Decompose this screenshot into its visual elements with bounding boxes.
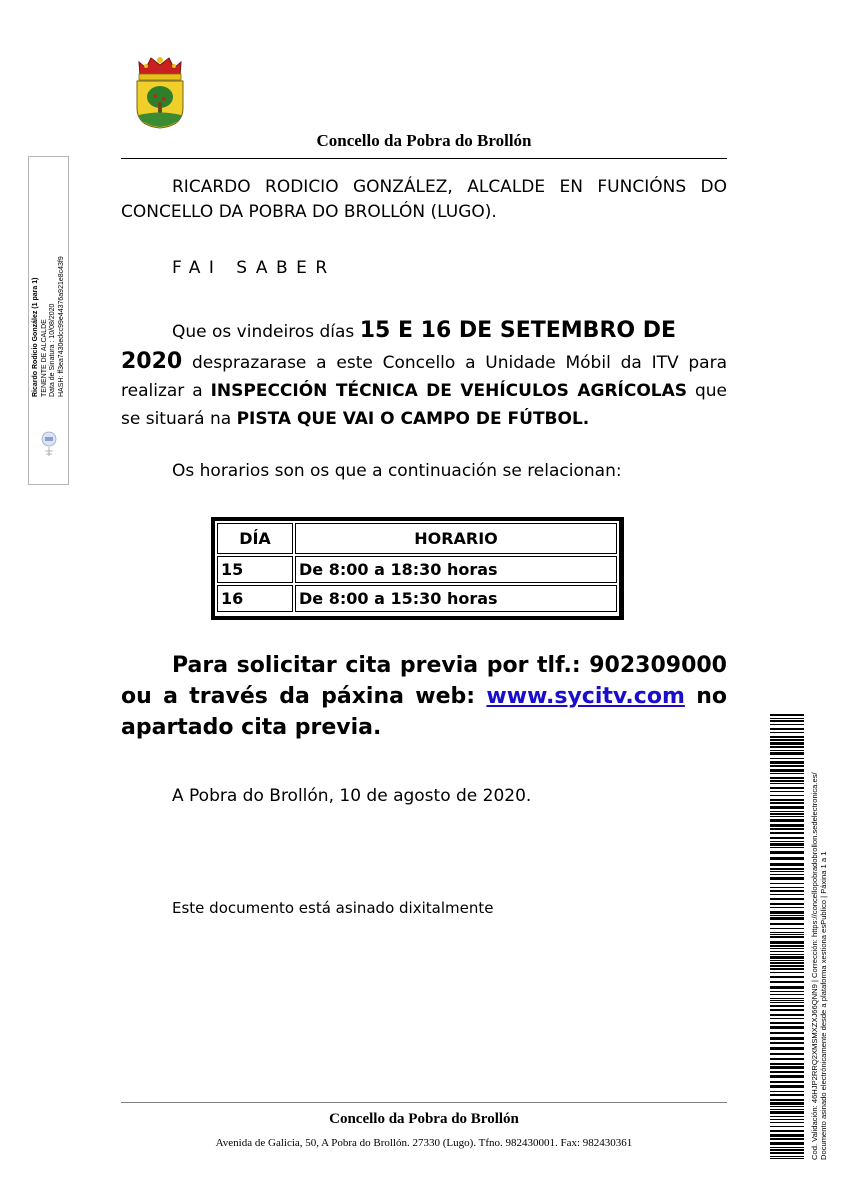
barcode-bar xyxy=(770,1102,804,1105)
barcode-bar xyxy=(770,911,804,914)
table-row xyxy=(217,556,617,583)
schedule-day-cell: 15 xyxy=(217,556,293,583)
barcode-bar xyxy=(770,1014,804,1016)
barcode-bar xyxy=(770,1111,804,1114)
barcode-bar xyxy=(770,851,804,854)
place-and-date: A Pobra do Brollón, 10 de agosto de 2020. xyxy=(172,786,532,806)
schedule-table xyxy=(211,517,624,620)
announce-text-2: desprazarase a este Concello a Unidade Móbil da ITV para realizar a xyxy=(121,353,727,401)
barcode-bar xyxy=(770,806,804,809)
barcode-bar xyxy=(770,819,804,822)
barcode-bar xyxy=(770,1091,804,1092)
barcode-bar xyxy=(770,898,804,900)
signature-hash: HASH: ff3ea7430edcc99e44376a921e8c43f9 xyxy=(57,256,65,397)
barcode-bar xyxy=(770,890,804,892)
coat-of-arms-logo xyxy=(133,52,187,130)
announce-year: 2020 xyxy=(121,349,183,374)
barcode-bar xyxy=(770,1126,804,1127)
barcode-bar xyxy=(770,1037,804,1040)
barcode-bar xyxy=(770,780,804,782)
barcode-bar xyxy=(770,787,804,789)
barcode-bar xyxy=(770,877,804,880)
barcode-bar xyxy=(770,948,804,949)
barcode-bar xyxy=(770,923,804,925)
announce-dates: 15 E 16 DE SETEMBRO DE xyxy=(359,318,677,343)
schedule-hours-cell: De 8:00 a 15:30 horas xyxy=(295,585,617,612)
digital-signature-note: Este documento está asinado dixitalmente xyxy=(172,899,494,917)
barcode-bar xyxy=(770,1075,804,1078)
barcode-bar xyxy=(770,951,804,952)
barcode-bar xyxy=(770,761,804,764)
barcode-bar xyxy=(770,1099,804,1101)
barcode-bar xyxy=(770,1018,804,1019)
schedule-day-cell: 16 xyxy=(217,585,293,612)
barcode-bar xyxy=(770,981,804,983)
barcode-bar xyxy=(770,1106,804,1107)
barcode-bar xyxy=(770,724,804,725)
barcode-bar xyxy=(770,968,804,970)
barcode-bar xyxy=(770,843,804,846)
barcode-bar xyxy=(770,799,804,801)
barcode-bar xyxy=(770,887,804,888)
barcode-bar xyxy=(770,1156,804,1157)
barcode-bar xyxy=(770,1152,804,1154)
barcode-bar xyxy=(770,1142,804,1145)
barcode-bar xyxy=(770,1149,804,1151)
validation-code-line: Cod. Validación: 46HJP2RRQ2XMSMXZXJ66QNN9 | Corrección: https://concellopobradobrollon.sedelectronica.es/ xyxy=(810,772,819,1160)
barcode-bar xyxy=(770,758,804,759)
barcode-bar xyxy=(770,718,804,719)
validation-text xyxy=(810,700,828,1160)
barcode-bar xyxy=(770,894,804,895)
barcode-bar xyxy=(770,903,804,905)
barcode-bar xyxy=(770,1109,804,1110)
barcode-bar xyxy=(770,791,804,792)
barcode-bar xyxy=(770,1026,804,1029)
barcode-bar xyxy=(770,777,804,779)
barcode-bar xyxy=(770,783,804,784)
header-divider xyxy=(121,158,727,159)
barcode-bar xyxy=(770,1022,804,1024)
announce-intro: Que os vindeiros días xyxy=(172,322,360,342)
barcode-bar xyxy=(770,965,804,967)
barcode-bar xyxy=(770,874,804,875)
barcode-bar xyxy=(770,1116,804,1117)
signature-panel-text xyxy=(32,157,66,397)
barcode-bar xyxy=(770,1053,804,1055)
announce-inspection: INSPECCIÓN TÉCNICA DE VEHÍCULOS AGRÍCOLAS xyxy=(210,381,688,401)
barcode-bar xyxy=(770,998,804,999)
barcode-bar xyxy=(770,769,804,772)
barcode-bar xyxy=(770,802,804,804)
fai-saber-heading: FAI SABER xyxy=(172,258,336,278)
signature-stamp-icon xyxy=(38,430,60,458)
barcode-bar xyxy=(770,857,804,860)
barcode-bar xyxy=(770,917,804,920)
barcode-bar xyxy=(770,1085,804,1088)
barcode-bar xyxy=(770,907,804,908)
barcode-bar xyxy=(770,1032,804,1034)
barcode-bar xyxy=(770,934,804,935)
barcode-bar xyxy=(770,1094,804,1096)
validation-platform-line: Documento asinado electrónicamente desde a plataforma xestiona esPublico | Páxina 1 a 1 xyxy=(819,851,828,1160)
validation-barcode xyxy=(770,714,804,1159)
barcode-bar xyxy=(770,752,804,755)
barcode-bar xyxy=(770,976,804,978)
footer-divider xyxy=(121,1102,727,1103)
footer-municipality-title: Concello da Pobra do Brollón xyxy=(329,1111,519,1127)
barcode-bar xyxy=(770,991,804,992)
barcode-bar xyxy=(770,863,804,866)
barcode-bar xyxy=(770,813,804,815)
barcode-bar xyxy=(770,1042,804,1044)
barcode-bar xyxy=(770,824,804,827)
issuer-paragraph: RICARDO RODICIO GONZÁLEZ, ALCALDE EN FUNCIÓNS DO CONCELLO DA POBRA DO BROLLÓN (LUGO). xyxy=(121,177,727,222)
barcode-bar xyxy=(770,868,804,870)
barcode-bar xyxy=(770,936,804,938)
barcode-bar xyxy=(770,962,804,964)
barcode-bar xyxy=(770,732,804,733)
header-municipality-title: Concello da Pobra do Brollón xyxy=(316,131,532,150)
barcode-bar xyxy=(770,1000,804,1001)
barcode-bar xyxy=(770,837,804,839)
barcode-bar xyxy=(770,945,804,947)
footer-address: Avenida de Galicia, 50, A Pobra do Brollón. 27330 (Lugo). Tfno. 982430001. Fax: 982430361 xyxy=(215,1137,633,1149)
schedule-header-row xyxy=(217,523,617,554)
barcode-bar xyxy=(770,847,804,848)
signature-date: Data de Sinatura : 10/08/2020 xyxy=(49,303,56,397)
barcode-bar xyxy=(770,1005,804,1007)
barcode-bar xyxy=(770,728,804,730)
schedule-intro-text: Os horarios son os que a continuación se relacionan: xyxy=(172,461,622,481)
barcode-bar xyxy=(770,986,804,989)
barcode-bar xyxy=(770,795,804,796)
barcode-bar xyxy=(770,750,804,751)
barcode-bar xyxy=(770,1119,804,1120)
barcode-bar xyxy=(770,1138,804,1140)
barcode-bar xyxy=(770,828,804,830)
barcode-bar xyxy=(770,954,804,955)
website-link[interactable]: www.sycitv.com xyxy=(486,684,685,709)
barcode-bar xyxy=(770,994,804,995)
barcode-bar xyxy=(770,765,804,767)
appointment-contact-paragraph xyxy=(121,650,727,743)
signer-name: Ricardo Rodicio González (1 para 1) xyxy=(32,277,39,397)
signature-panel xyxy=(28,156,69,485)
barcode-bar xyxy=(770,811,804,812)
barcode-bar xyxy=(770,1058,804,1060)
contact-text-2: no apartado cita previa. xyxy=(121,684,727,740)
column-header-day: DÍA xyxy=(217,523,293,554)
barcode-bar xyxy=(770,960,804,961)
signer-role: TENENTE DE ALCALDE xyxy=(40,319,48,397)
contact-text-1: Para solicitar cita previa por tlf.: 902309000 ou a través da páxina web: xyxy=(121,653,727,709)
barcode-bar xyxy=(770,1066,804,1069)
barcode-bar xyxy=(770,742,804,745)
barcode-bar xyxy=(770,941,804,944)
barcode-bar xyxy=(770,736,804,738)
barcode-bar xyxy=(770,1009,804,1011)
barcode-bar xyxy=(770,1002,804,1003)
barcode-bar xyxy=(770,746,804,748)
barcode-bar xyxy=(770,883,804,884)
barcode-bar xyxy=(770,1158,804,1159)
barcode-bar xyxy=(770,773,804,774)
barcode-bar xyxy=(770,928,804,929)
announcement-paragraph xyxy=(121,315,727,433)
barcode-bar xyxy=(770,915,804,916)
barcode-bar xyxy=(770,871,804,872)
barcode-bar xyxy=(770,956,804,959)
barcode-bar xyxy=(770,1122,804,1123)
announce-place: PISTA QUE VAI O CAMPO DE FÚTBOL. xyxy=(236,409,590,429)
barcode-bar xyxy=(770,816,804,817)
barcode-bar xyxy=(770,1147,804,1148)
barcode-bar xyxy=(770,1134,804,1137)
barcode-bar xyxy=(770,714,804,716)
barcode-bar xyxy=(770,932,804,933)
table-row xyxy=(217,585,617,612)
barcode-bar xyxy=(770,1063,804,1065)
barcode-bar xyxy=(770,1130,804,1132)
barcode-bar xyxy=(770,739,804,741)
barcode-bar xyxy=(770,720,804,722)
schedule-hours-cell: De 8:00 a 18:30 horas xyxy=(295,556,617,583)
announce-text-3: que se situará na xyxy=(121,381,727,429)
barcode-bar xyxy=(770,972,804,973)
barcode-bar xyxy=(770,1071,804,1073)
column-header-hours: HORARIO xyxy=(295,523,617,554)
barcode-bar xyxy=(770,1047,804,1050)
barcode-bar xyxy=(770,832,804,834)
barcode-bar xyxy=(770,841,804,842)
barcode-bar xyxy=(770,1081,804,1083)
